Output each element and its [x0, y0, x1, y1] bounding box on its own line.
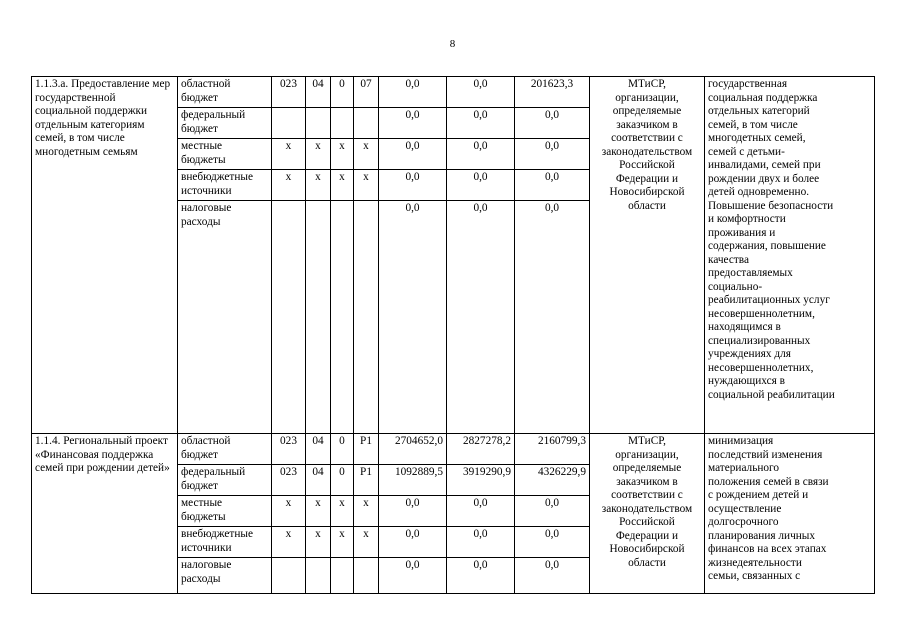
code-cell: х	[354, 496, 379, 527]
code-cell: х	[331, 139, 354, 170]
amount-cell: 0,0	[379, 527, 447, 558]
code-cell: х	[272, 170, 306, 201]
code-cell	[331, 201, 354, 434]
funding-source: местные бюджеты	[178, 496, 272, 527]
program-activities-table	[31, 76, 875, 594]
code-cell: х	[306, 496, 331, 527]
code-cell	[354, 558, 379, 594]
table-row	[32, 434, 875, 465]
code-cell	[272, 201, 306, 434]
executor-cell: МТиСР, организации, определяемые заказчиком в соответствии с законодательством Российской Федерации и Новосибирской области	[590, 434, 705, 594]
code-cell: 023	[272, 465, 306, 496]
code-cell	[306, 108, 331, 139]
amount-cell: 0,0	[447, 201, 515, 434]
code-cell: 0	[331, 77, 354, 108]
table-row	[32, 77, 875, 108]
amount-cell: 0,0	[515, 201, 590, 434]
amount-cell: 0,0	[447, 77, 515, 108]
amount-cell: 0,0	[447, 139, 515, 170]
executor-cell: МТиСР, организации, определяемые заказчиком в соответствии с законодательством Российской Федерации и Новосибирской области	[590, 77, 705, 434]
code-cell: Р1	[354, 465, 379, 496]
funding-source: федеральный бюджет	[178, 108, 272, 139]
funding-source: областной бюджет	[178, 77, 272, 108]
funding-source: внебюджетные источники	[178, 170, 272, 201]
code-cell: х	[306, 170, 331, 201]
code-cell: х	[354, 139, 379, 170]
amount-cell: 3919290,9	[447, 465, 515, 496]
funding-source: областной бюджет	[178, 434, 272, 465]
amount-cell: 0,0	[447, 108, 515, 139]
code-cell: х	[331, 170, 354, 201]
code-cell: 07	[354, 77, 379, 108]
amount-cell: 0,0	[447, 496, 515, 527]
amount-cell: 0,0	[447, 170, 515, 201]
code-cell: х	[272, 139, 306, 170]
code-cell	[354, 108, 379, 139]
funding-source: федеральный бюджет	[178, 465, 272, 496]
amount-cell: 1092889,5	[379, 465, 447, 496]
amount-cell: 0,0	[379, 77, 447, 108]
expected-result-cell: государственная социальная поддержка отдельных категорий семей, в том числе многодетных семей, семей с детьми- инвалидами, семей при рождении двух и более детей одновременно. Повышение безопасности и комфортности проживания и содержания, повышение качества предоставляемых социально- реабилитационных услуг несовершеннолетним, находящимся в специализированных учреждениях для несовершеннолетних, нуждающихся в социальной реабилитации	[705, 77, 875, 434]
code-cell	[331, 558, 354, 594]
amount-cell: 2704652,0	[379, 434, 447, 465]
code-cell: х	[354, 170, 379, 201]
amount-cell: 0,0	[515, 170, 590, 201]
amount-cell: 0,0	[447, 527, 515, 558]
code-cell	[272, 558, 306, 594]
code-cell	[331, 108, 354, 139]
amount-cell: 0,0	[447, 558, 515, 594]
amount-cell: 201623,3	[515, 77, 590, 108]
amount-cell: 2160799,3	[515, 434, 590, 465]
funding-source: внебюджетные источники	[178, 527, 272, 558]
code-cell: х	[331, 527, 354, 558]
amount-cell: 2827278,2	[447, 434, 515, 465]
funding-source: налоговые расходы	[178, 558, 272, 594]
amount-cell: 0,0	[379, 108, 447, 139]
activity-name: 1.1.3.а. Предоставление мер государственной социальной поддержки отдельным категориям семей, в том числе многодетным семьям	[32, 77, 178, 434]
code-cell: х	[272, 496, 306, 527]
amount-cell: 0,0	[379, 558, 447, 594]
code-cell: х	[354, 527, 379, 558]
amount-cell: 0,0	[379, 496, 447, 527]
code-cell: 04	[306, 465, 331, 496]
code-cell	[354, 201, 379, 434]
code-cell	[306, 558, 331, 594]
expected-result-cell: минимизация последствий изменения материального положения семей в связи с рождением детей и осуществление долгосрочного планирования личных финансов на всех этапах жизнедеятельности семьи, связанных с	[705, 434, 875, 594]
amount-cell: 0,0	[515, 108, 590, 139]
code-cell: 0	[331, 465, 354, 496]
code-cell: Р1	[354, 434, 379, 465]
code-cell: 023	[272, 77, 306, 108]
code-cell: 04	[306, 77, 331, 108]
activity-name: 1.1.4. Региональный проект «Финансовая поддержка семей при рождении детей»	[32, 434, 178, 594]
amount-cell: 0,0	[379, 139, 447, 170]
amount-cell: 0,0	[515, 558, 590, 594]
code-cell: 0	[331, 434, 354, 465]
amount-cell: 0,0	[379, 201, 447, 434]
amount-cell: 4326229,9	[515, 465, 590, 496]
amount-cell: 0,0	[515, 527, 590, 558]
funding-source: налоговые расходы	[178, 201, 272, 434]
code-cell: 04	[306, 434, 331, 465]
funding-source: местные бюджеты	[178, 139, 272, 170]
amount-cell: 0,0	[515, 496, 590, 527]
code-cell: х	[306, 139, 331, 170]
code-cell: х	[306, 527, 331, 558]
amount-cell: 0,0	[515, 139, 590, 170]
code-cell: 023	[272, 434, 306, 465]
code-cell	[272, 108, 306, 139]
amount-cell: 0,0	[379, 170, 447, 201]
code-cell: х	[331, 496, 354, 527]
code-cell	[306, 201, 331, 434]
code-cell: х	[272, 527, 306, 558]
page-number: 8	[449, 38, 456, 50]
